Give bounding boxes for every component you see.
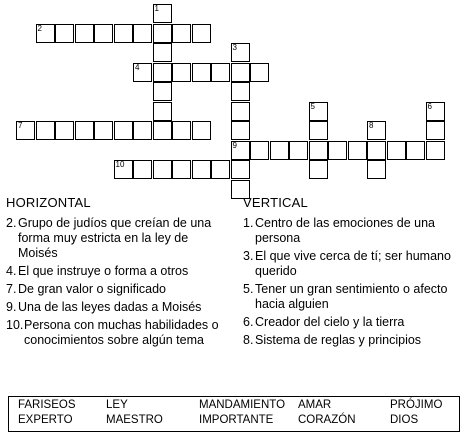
crossword-cell[interactable] xyxy=(426,121,445,140)
crossword-cell[interactable] xyxy=(231,82,250,101)
clue-number: 9 xyxy=(232,140,237,150)
crossword-cell[interactable] xyxy=(94,24,113,43)
clue-h7: 7. De gran valor o significado xyxy=(6,282,166,296)
crossword-cell[interactable] xyxy=(16,121,35,140)
crossword-cell[interactable] xyxy=(309,121,328,140)
crossword-cell[interactable] xyxy=(133,160,152,179)
word-bank xyxy=(8,396,460,432)
crossword-cell[interactable] xyxy=(153,102,172,121)
vertical-heading: VERTICAL xyxy=(243,195,308,210)
clue-number: 7 xyxy=(18,121,23,130)
crossword-cell[interactable] xyxy=(270,141,289,160)
word-bank-item: PRÓJIMO xyxy=(390,399,443,411)
word-bank-item: MANDAMIENTO xyxy=(199,399,286,411)
crossword-cell[interactable] xyxy=(153,82,172,101)
crossword-cell[interactable] xyxy=(289,141,308,160)
crossword-cell[interactable] xyxy=(153,63,172,82)
crossword-cell[interactable] xyxy=(309,102,328,121)
crossword-cell[interactable] xyxy=(250,141,269,160)
crossword-cell[interactable] xyxy=(114,24,133,43)
clue-v3: 3. El que vive cerca de tí; ser humano querido xyxy=(243,249,451,278)
crossword-cell[interactable] xyxy=(231,102,250,121)
clue-number: 6 xyxy=(427,101,432,111)
crossword-cell[interactable] xyxy=(231,43,250,62)
crossword-cell[interactable] xyxy=(36,121,55,140)
crossword-cell[interactable] xyxy=(367,141,386,160)
word-bank-item: EXPERTO xyxy=(18,414,73,426)
crossword-cell[interactable] xyxy=(387,141,406,160)
crossword-cell[interactable] xyxy=(172,121,191,140)
crossword-cell[interactable] xyxy=(75,121,94,140)
crossword-cell[interactable] xyxy=(211,160,230,179)
crossword-cell[interactable] xyxy=(55,121,74,140)
word-bank-item: AMAR xyxy=(298,399,332,411)
crossword-cell[interactable] xyxy=(36,24,55,43)
clue-number: 3 xyxy=(232,43,237,52)
clue-number: 4 xyxy=(135,62,140,72)
clue-h9: 9. Una de las leyes dadas a Moisés xyxy=(6,300,202,314)
crossword-cell[interactable] xyxy=(114,121,133,140)
horizontal-heading: HORIZONTAL xyxy=(6,195,91,210)
crossword-cell[interactable] xyxy=(55,24,74,43)
crossword-cell[interactable] xyxy=(172,160,191,179)
clue-number: 8 xyxy=(369,121,374,130)
clue-h2: 2. Grupo de judíos que creían de una forma muy estricta en la ley de Moisés xyxy=(6,216,212,260)
crossword-cell[interactable] xyxy=(153,43,172,62)
word-bank-item: DIOS xyxy=(390,414,419,426)
crossword-cell[interactable] xyxy=(426,141,445,160)
crossword-grid xyxy=(0,0,466,190)
crossword-cell[interactable] xyxy=(231,121,250,140)
crossword-cell[interactable] xyxy=(133,24,152,43)
clue-number: 10 xyxy=(115,160,125,169)
crossword-cell[interactable] xyxy=(211,63,230,82)
crossword-cell[interactable] xyxy=(231,63,250,82)
crossword-cell[interactable] xyxy=(192,160,211,179)
clue-number: 1 xyxy=(154,4,159,13)
crossword-cell[interactable] xyxy=(406,141,425,160)
crossword-cell[interactable] xyxy=(309,160,328,179)
crossword-cell[interactable] xyxy=(133,63,152,82)
crossword-cell[interactable] xyxy=(133,121,152,140)
crossword-cell[interactable] xyxy=(231,141,250,160)
crossword-cell[interactable] xyxy=(348,141,367,160)
crossword-cell[interactable] xyxy=(153,24,172,43)
crossword-cell[interactable] xyxy=(192,121,211,140)
clue-v5: 5. Tener un gran sentimiento o afecto hacia alguien xyxy=(243,282,448,311)
crossword-cell[interactable] xyxy=(192,24,211,43)
horizontal-clues xyxy=(6,195,231,351)
clue-v6: 6. Creador del cielo y la tierra xyxy=(243,315,405,329)
clue-v1: 1. Centro de las emociones de una persona xyxy=(243,216,435,245)
crossword-cell[interactable] xyxy=(328,141,347,160)
crossword-cell[interactable] xyxy=(367,121,386,140)
crossword-cell[interactable] xyxy=(94,121,113,140)
crossword-cell[interactable] xyxy=(172,24,191,43)
word-bank-item: IMPORTANTE xyxy=(199,414,274,426)
crossword-cell[interactable] xyxy=(153,160,172,179)
crossword-cell[interactable] xyxy=(192,63,211,82)
crossword-cell[interactable] xyxy=(250,63,269,82)
crossword-cell[interactable] xyxy=(114,160,133,179)
word-bank-item: MAESTRO xyxy=(106,414,163,426)
clue-v8: 8. Sistema de reglas y principios xyxy=(243,333,422,347)
clue-number: 2 xyxy=(37,23,42,33)
clue-h10: 10. Persona con muchas habilidades o conocimientos sobre algún tema xyxy=(6,318,219,347)
clue-h4: 4. El que instruye o forma a otros xyxy=(6,264,189,278)
clue-number: 5 xyxy=(310,101,315,111)
crossword-cell[interactable] xyxy=(309,141,328,160)
vertical-clues xyxy=(243,195,461,351)
crossword-cell[interactable] xyxy=(231,160,250,179)
crossword-cell[interactable] xyxy=(367,160,386,179)
crossword-cell[interactable] xyxy=(172,63,191,82)
crossword-cell[interactable] xyxy=(426,102,445,121)
crossword-cell[interactable] xyxy=(153,121,172,140)
crossword-cell[interactable] xyxy=(153,4,172,23)
word-bank-item: FARISEOS xyxy=(18,399,76,411)
word-bank-item: LEY xyxy=(106,399,128,411)
word-bank-item: CORAZÓN xyxy=(298,414,356,426)
crossword-cell[interactable] xyxy=(75,24,94,43)
